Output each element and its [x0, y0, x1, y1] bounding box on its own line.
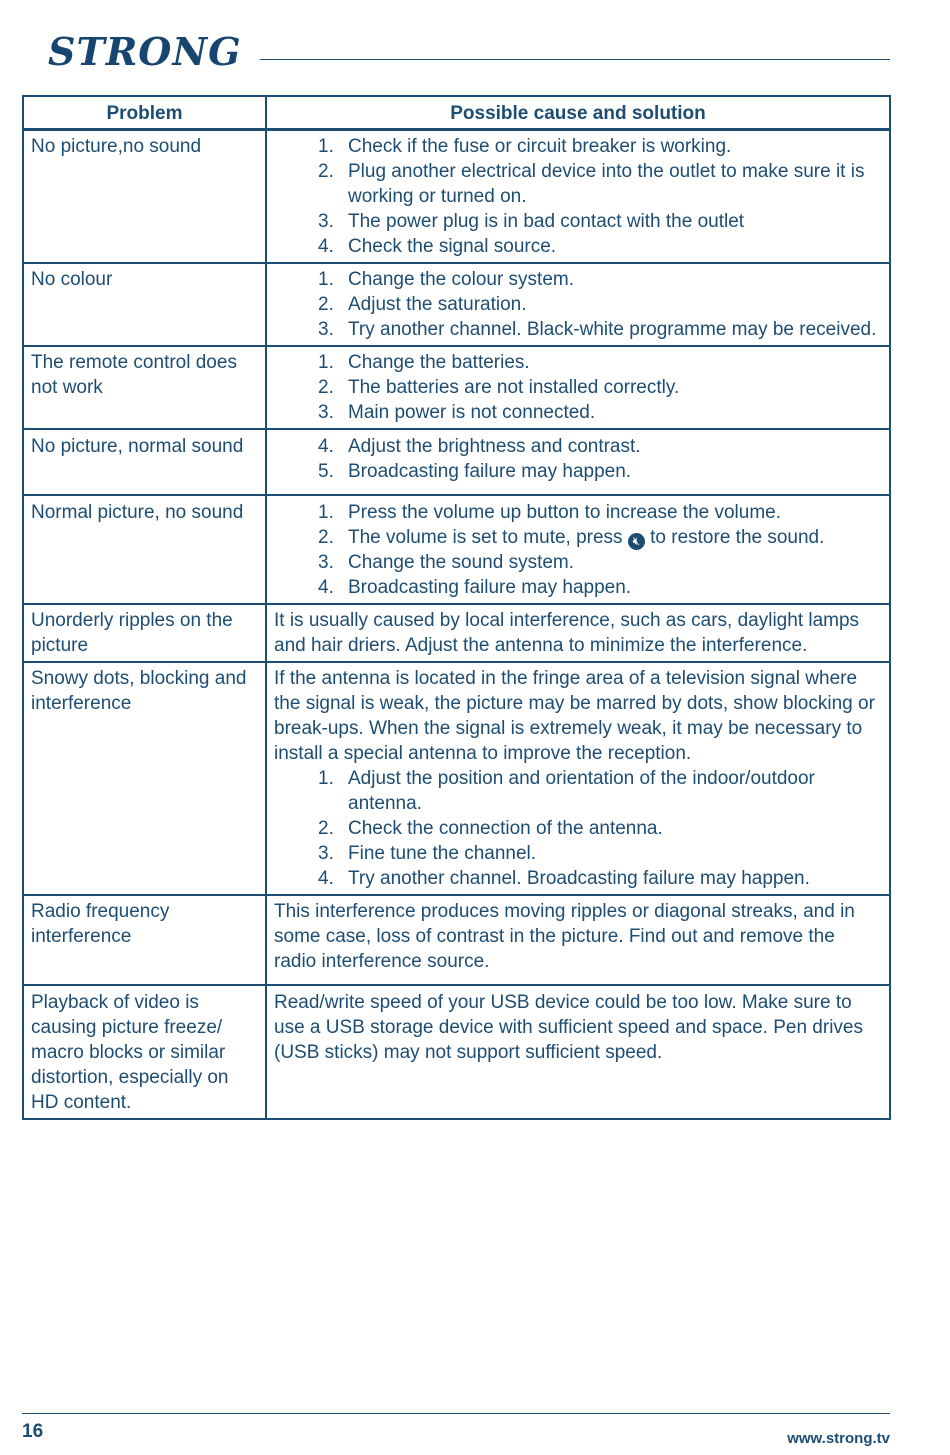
troubleshooting-table: [22, 95, 891, 1120]
table-row: [23, 985, 890, 1119]
solution-cell: [266, 662, 890, 895]
problem-cell: No picture, normal sound: [23, 429, 266, 495]
step-item: 2. Check the connection of the antenna.: [318, 818, 663, 839]
table-row: [23, 895, 890, 985]
step-item: 3. Try another channel. Black-white programme may be received.: [318, 319, 877, 340]
step-item: 2. Adjust the saturation.: [318, 294, 527, 315]
mute-icon: 🔇︎: [628, 533, 645, 550]
table-row: [23, 495, 890, 604]
step-item: 1. Change the batteries.: [318, 352, 530, 373]
solution-cell: [266, 895, 890, 985]
solution-steps: [274, 350, 882, 425]
page-number: 16: [22, 1421, 44, 1442]
table-row: [23, 429, 890, 495]
solution-cell: [266, 495, 890, 604]
problem-cell: The remote control does not work: [23, 346, 266, 429]
problem-cell: Snowy dots, blocking and interference: [23, 662, 266, 895]
strong-logo: [22, 18, 242, 74]
step-item: 3. Change the sound system.: [318, 552, 575, 573]
table-header-row: [23, 96, 890, 130]
table-row: [23, 604, 890, 662]
footer-divider: [22, 1413, 890, 1414]
step-item: 3. Main power is not connected.: [318, 402, 596, 423]
solution-cell: [266, 429, 890, 495]
table-row: [23, 130, 890, 264]
problem-cell: No colour: [23, 263, 266, 346]
solution-cell: [266, 263, 890, 346]
solution-steps: [274, 434, 882, 484]
step-item: 2. The batteries are not installed correctly.: [318, 377, 680, 398]
problem-cell: Normal picture, no sound: [23, 495, 266, 604]
step-item: 2. The volume is set to mute, press 🔇︎ to restore the sound.: [318, 527, 825, 548]
problem-cell: No picture,no sound: [23, 130, 266, 264]
website-link[interactable]: www.strong.tv: [787, 1430, 890, 1447]
solution-cell: [266, 346, 890, 429]
solution-cell: [266, 604, 890, 662]
step-item: 4. Try another channel. Broadcasting failure may happen.: [318, 868, 810, 889]
solution-cell: [266, 130, 890, 264]
table-row: [23, 346, 890, 429]
step-item: 1. Press the volume up button to increase the volume.: [318, 502, 782, 523]
solution-steps: [274, 766, 882, 891]
step-item: 3. Fine tune the channel.: [318, 843, 537, 864]
table-row: [23, 662, 890, 895]
step-item: 1. Change the colour system.: [318, 269, 575, 290]
solution-text: Read/write speed of your USB device could be too low. Make sure to use a USB storage device with sufficient speed and space. Pen drives (USB sticks) may not support sufficient speed.: [274, 992, 863, 1063]
step-item: 1. Adjust the position and orientation of the indoor/outdoor antenna.: [318, 768, 815, 814]
solution-steps: [274, 500, 882, 600]
column-header-problem: Problem: [23, 96, 266, 130]
solution-steps: [274, 134, 882, 259]
solution-text: It is usually caused by local interference, such as cars, daylight lamps and hair driers. Adjust the antenna to minimize the interference.: [274, 610, 860, 656]
step-item: 2. Plug another electrical device into the outlet to make sure it is working or turned on.: [318, 161, 865, 207]
step-item: 1. Check if the fuse or circuit breaker is working.: [318, 136, 732, 157]
solution-text: If the antenna is located in the fringe area of a television signal where the signal is weak, the picture may be marred by dots, show blocking or break-ups. When the signal is extremely weak, it may be necessary to install a special antenna to improve the reception.: [274, 668, 875, 764]
problem-cell: Unorderly ripples on the picture: [23, 604, 266, 662]
step-item: 4. Adjust the brightness and contrast.: [318, 436, 641, 457]
column-header-solution: Possible cause and solution: [266, 96, 890, 130]
problem-cell: Playback of video is causing picture freeze/ macro blocks or similar distortion, especially on HD content.: [23, 985, 266, 1119]
step-item: 4. Check the signal source.: [318, 236, 557, 257]
solution-steps: [274, 267, 882, 342]
step-item: 5. Broadcasting failure may happen.: [318, 461, 632, 482]
step-item: 4. Broadcasting failure may happen.: [318, 577, 632, 598]
step-item: 3. The power plug is in bad contact with the outlet: [318, 211, 745, 232]
table-row: [23, 263, 890, 346]
solution-text: This interference produces moving ripples or diagonal streaks, and in some case, loss of contrast in the picture. Find out and remove the radio interference source.: [274, 901, 855, 972]
problem-cell: Radio frequency interference: [23, 895, 266, 985]
header-divider: [260, 59, 890, 60]
logo-wordmark: STRONG: [48, 29, 242, 74]
solution-cell: [266, 985, 890, 1119]
